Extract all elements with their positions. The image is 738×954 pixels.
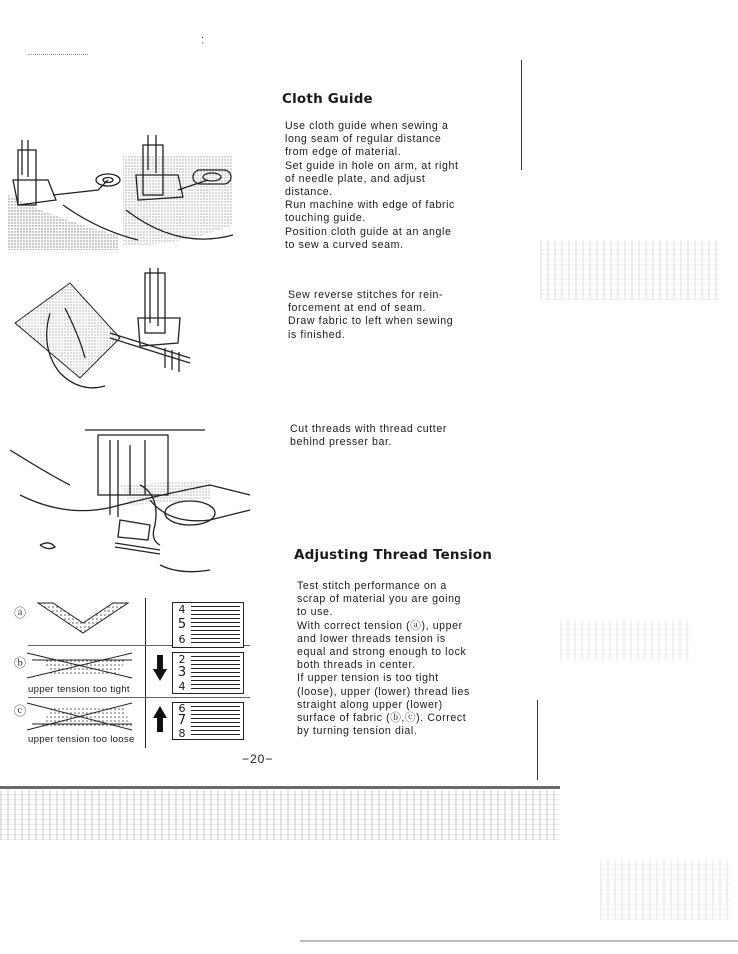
dial-a-num-3: 6 — [178, 633, 186, 646]
dial-c-lines — [191, 706, 240, 736]
dial-a-num-2: 5 — [177, 617, 187, 632]
dial-b-num-3: 4 — [178, 680, 186, 693]
scan-noise-bottom — [0, 790, 560, 840]
dial-a-num-1: 4 — [178, 603, 186, 616]
scan-edge-line-lower — [537, 700, 538, 780]
thread-cutter-illustration — [10, 425, 255, 585]
stitch-loose-illustration — [22, 700, 142, 736]
dial-c-num-1: 6 — [178, 702, 186, 715]
dial-b-num-1: 2 — [178, 653, 186, 666]
label-c: ⓒ — [14, 704, 27, 718]
label-b: ⓑ — [14, 656, 27, 670]
stitch-correct-illustration — [28, 598, 143, 638]
page-number: −20− — [242, 752, 274, 766]
tension-dial-b — [172, 652, 244, 694]
tension-figure-divider-top — [145, 598, 146, 748]
scan-bottom-edge — [0, 786, 560, 789]
scan-noise-right-2 — [560, 620, 690, 660]
caption-loose: upper tension too loose — [28, 734, 135, 745]
scan-bottom-line — [300, 940, 738, 942]
stitch-tight-illustration — [22, 648, 142, 684]
cloth-guide-illustration — [8, 135, 238, 250]
reverse-stitch-text: Sew reverse stitches for rein- forcement at end of seam. Draw fabric to left when sewing is finished. — [288, 289, 454, 341]
scan-noise-bottom-right — [600, 860, 730, 920]
down-arrow-icon — [153, 655, 167, 681]
scan-noise-right — [540, 240, 720, 300]
top-mark: . . — [199, 36, 210, 45]
scan-edge-line — [521, 60, 522, 170]
thread-tension-text: Test stitch performance on a scrap of material you are going to use. With correct tension (ⓐ), upper and lower threads tension is equal and strong enough to lock both threads in center. If upper tension is too tight (loose), upper (lower) thread lies straight along upper (lower) surface of fabric (ⓑ,ⓒ). Correct by turning tension dial. — [297, 580, 470, 738]
dial-c-num-3: 8 — [178, 727, 186, 740]
tension-dial-c — [172, 702, 244, 740]
tension-dial-a — [172, 602, 244, 648]
dial-b-lines — [191, 656, 240, 690]
dial-a-lines — [191, 606, 240, 644]
scan-dots — [28, 54, 88, 57]
thread-tension-heading: Adjusting Thread Tension — [294, 547, 493, 563]
caption-tight: upper tension too tight — [28, 684, 130, 695]
up-arrow-icon — [153, 706, 167, 732]
dial-c-num-2: 7 — [177, 713, 187, 728]
dial-b-num-2: 3 — [177, 665, 187, 680]
thread-cutter-text: Cut threads with thread cutter behind presser bar. — [290, 423, 447, 449]
cloth-guide-text: Use cloth guide when sewing a long seam of regular distance from edge of material. Set guide in hole on arm, at right of needle plate, and adjust distance. Run machine with edge of fabric touching guide. Position cloth guide at an angle to sew a curved seam. — [285, 120, 459, 251]
label-a: ⓐ — [14, 606, 27, 620]
cloth-guide-heading: Cloth Guide — [282, 91, 373, 107]
reverse-stitch-illustration — [10, 268, 210, 398]
tension-figure-rule-2 — [28, 697, 250, 698]
